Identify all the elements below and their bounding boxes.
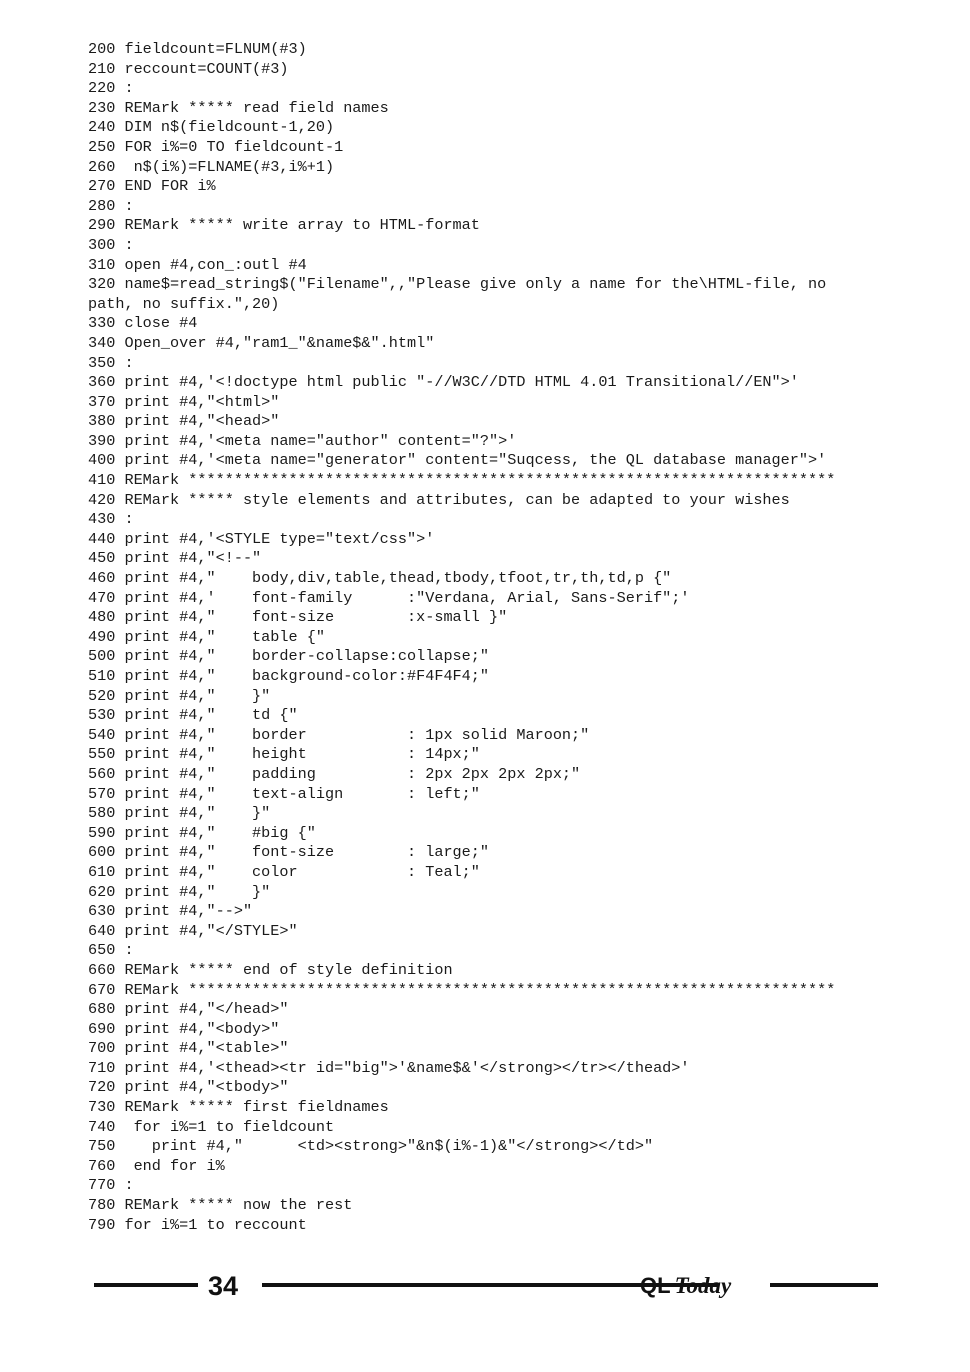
code-line: 740 for i%=1 to fieldcount [88,1117,335,1136]
code-line: 680 print #4,"</head>" [88,1000,289,1019]
code-line: 640 print #4,"</STYLE>" [88,921,298,940]
code-line: 660 REMark ***** end of style definition [88,960,453,979]
code-line: 290 REMark ***** write array to HTML-format [88,216,480,235]
code-line: 200 fieldcount=FLNUM(#3) [88,40,307,58]
code-line: 720 print #4,"<tbody>" [88,1078,289,1097]
page-number: 34 [208,1271,239,1301]
code-line: 220 : [88,79,134,98]
code-line: 580 print #4," }" [88,804,271,823]
code-line: 210 reccount=COUNT(#3) [88,59,289,78]
code-line: 330 close #4 [88,314,198,333]
code-line: 770 : [88,1176,134,1195]
code-line: 550 print #4," height : 14px;" [88,745,480,764]
code-line: 250 FOR i%=0 TO fieldcount-1 [88,137,344,156]
code-line: 420 REMark ***** style elements and attributes, can be adapted to your wishes [88,490,790,509]
code-line: 430 : [88,510,134,529]
code-line: 260 n$(i%)=FLNAME(#3,i%+1) [88,157,335,176]
code-line: 230 REMark ***** read field names [88,98,389,117]
code-line: 450 print #4,"<!--" [88,549,262,568]
code-line: 440 print #4,'<STYLE type="text/css">' [88,529,435,548]
code-line: 340 Open_over #4,"ram1_"&name$&".html" [88,333,435,352]
code-line: 670 REMark *********************************************************************** [88,980,836,999]
magazine-brand [640,1268,770,1304]
code-line: 480 print #4," font-size :x-small }" [88,608,508,627]
code-line: 690 print #4,"<body>" [88,1019,280,1038]
code-line: 380 print #4,"<head>" [88,412,280,431]
code-line: 350 : [88,353,134,372]
code-line: 240 DIM n$(fieldcount-1,20) [88,118,335,137]
code-line: 730 REMark ***** first fieldnames [88,1098,389,1117]
code-line: path, no suffix.",20) [88,294,280,313]
code-line: 570 print #4," text-align : left;" [88,784,480,803]
code-line: 280 : [88,196,134,215]
brand-today: Today [674,1273,732,1298]
code-line: 710 print #4,'<thead><tr id="big">'&name$&'</strong></tr></thead>' [88,1058,690,1077]
code-line: 320 name$=read_string$("Filename",,"Please give only a name for the\HTML-file, no [88,275,827,294]
code-line: 370 print #4,"<html>" [88,392,280,411]
code-line: 780 REMark ***** now the rest [88,1196,353,1215]
code-line: 460 print #4," body,div,table,thead,tbody,tfoot,tr,th,td,p {" [88,569,672,588]
code-line: 360 print #4,'<!doctype html public "-//W3C//DTD HTML 4.01 Transitional//EN">' [88,373,799,392]
code-line: 790 for i%=1 to reccount [88,1215,307,1234]
code-line: 470 print #4,' font-family :"Verdana, Arial, Sans-Serif";' [88,588,690,607]
code-line: 500 print #4," border-collapse:collapse;" [88,647,490,666]
page-footer [94,1268,878,1304]
code-line: 530 print #4," td {" [88,706,298,725]
code-line: 410 REMark *********************************************************************** [88,471,836,490]
code-line: 310 open #4,con_:outl #4 [88,255,307,274]
code-line: 650 : [88,941,134,960]
code-line: 510 print #4," background-color:#F4F4F4;" [88,667,490,685]
code-line: 600 print #4," font-size : large;" [88,843,490,862]
code-line: 760 end for i% [88,1156,225,1175]
code-line: 610 print #4," color : Teal;" [88,862,480,881]
code-line: 560 print #4," padding : 2px 2px 2px 2px;" [88,764,581,783]
code-line: 540 print #4," border : 1px solid Maroon;" [88,725,590,744]
code-line: 520 print #4," }" [88,686,271,705]
code-line: 400 print #4,'<meta name="generator" content="Suqcess, the QL database manager">' [88,451,827,470]
code-line: 590 print #4," #big {" [88,823,316,842]
code-line: 700 print #4,"<table>" [88,1039,289,1058]
code-line: 300 : [88,235,134,254]
footer-rule-left [94,1283,198,1287]
brand-ql: QL [640,1273,671,1298]
code-line: 270 END FOR i% [88,177,216,196]
code-line: 390 print #4,'<meta name="author" content="?">' [88,431,517,450]
code-line: 490 print #4," table {" [88,627,325,646]
code-line: 750 print #4," <td><strong>"&n$(i%-1)&"</strong></td>" [88,1137,654,1156]
code-line: 630 print #4,"-->" [88,902,253,921]
code-line: 620 print #4," }" [88,882,271,901]
footer-rule-right [770,1283,878,1287]
code-listing [88,40,878,1235]
